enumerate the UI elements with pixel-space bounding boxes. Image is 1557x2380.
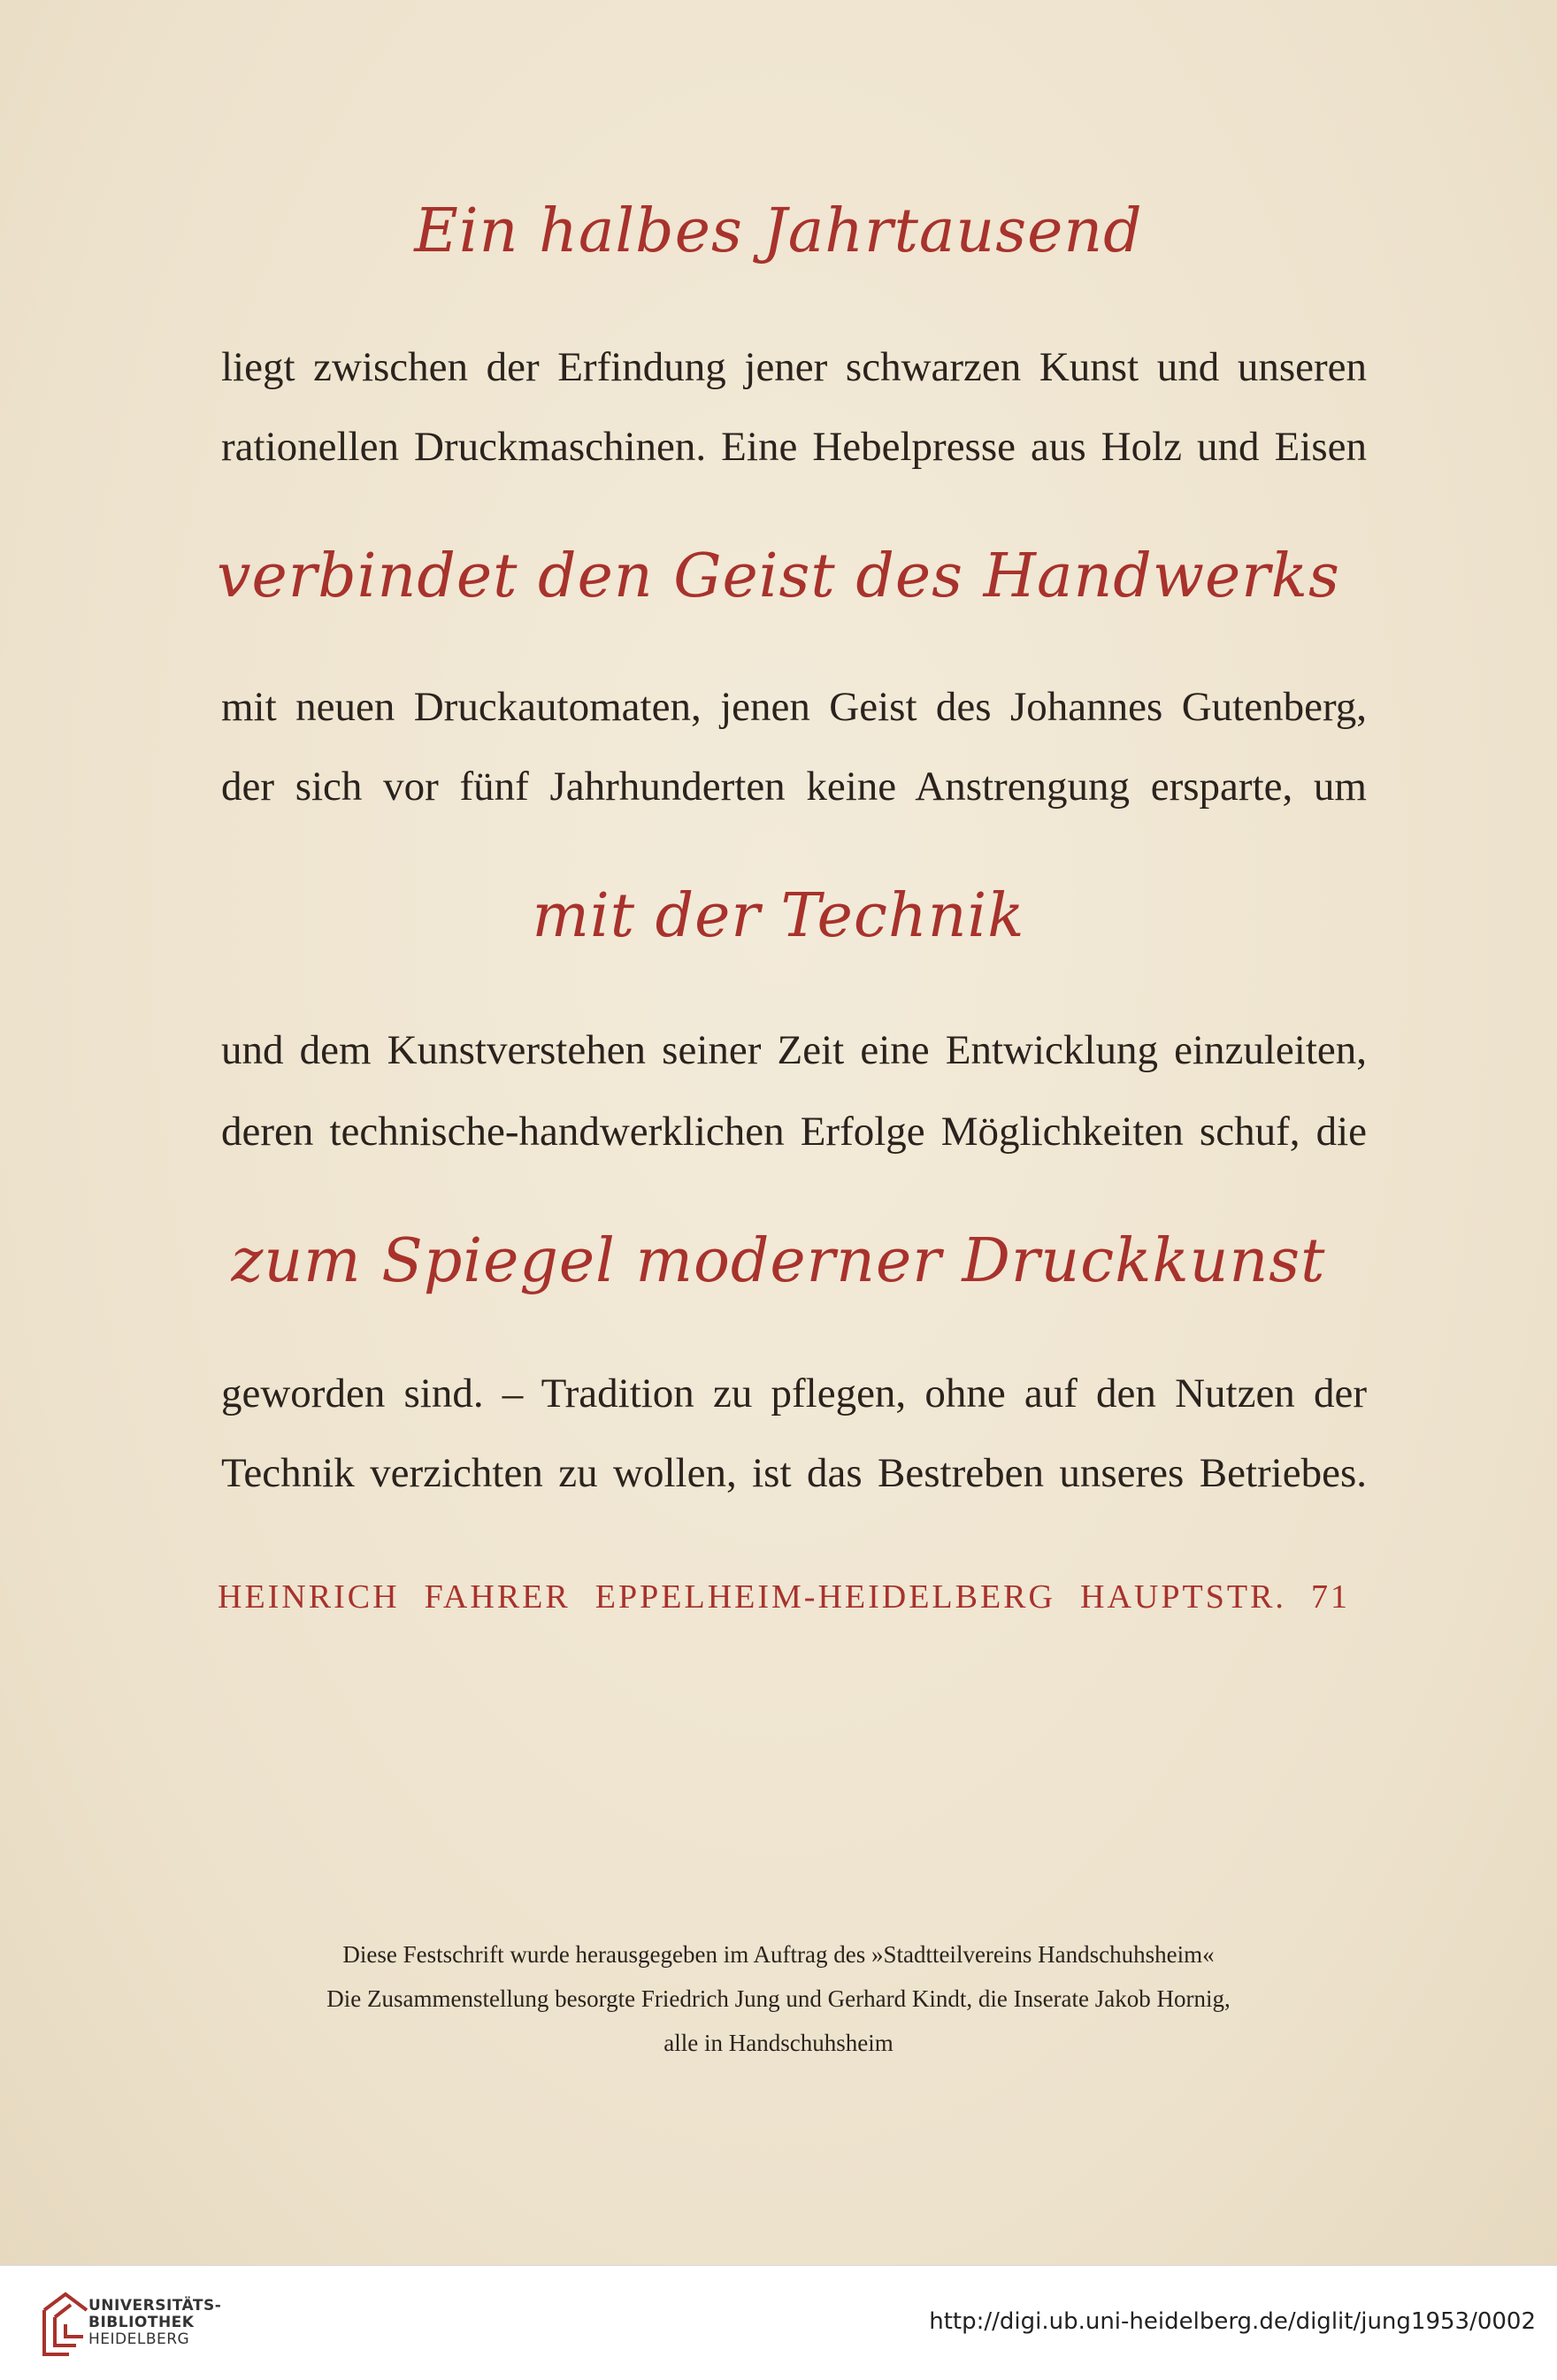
heading-1: Ein halbes Jahrtausend (414, 196, 1143, 266)
colophon-line-1: Diese Festschrift wurde herausgegeben im Auftrag des »Stadtteilvereins Handschuhsheim« (342, 1941, 1215, 1968)
library-name-line-2: BIBLIOTHEK (88, 2314, 195, 2331)
library-name-line-3: HEIDELBERG (88, 2330, 190, 2348)
heading-4: zum Spiegel moderner Druckkunst (231, 1226, 1326, 1296)
paragraph-3-line-2: deren technische-handwerklichen Erfolge Möglichkeiten schuf, die (221, 1109, 1367, 1155)
permalink-url[interactable]: http://digi.ub.uni-heidelberg.de/diglit/jung1953/0002 (929, 2308, 1536, 2335)
paragraph-4-line-1: geworden sind. – Tradition zu pflegen, ohne auf den Nutzen der (221, 1370, 1367, 1416)
library-name (88, 2298, 221, 2348)
heading-2: verbindet den Geist des Handwerks (217, 541, 1340, 611)
paragraph-3-line-1: und dem Kunstverstehen seiner Zeit eine Entwicklung einzuleiten, (221, 1027, 1367, 1073)
company-address: HEINRICH FAHRER EPPELHEIM-HEIDELBERG HAUPTSTR. 71 (218, 1578, 1350, 1616)
viewer-footer (0, 2265, 1557, 2380)
paragraph-2-line-1: mit neuen Druckautomaten, jenen Geist des Johannes Gutenberg, (221, 684, 1367, 730)
paragraph-4-line-2: Technik verzichten zu wollen, ist das Bestreben unseres Betriebes. (221, 1450, 1367, 1496)
heading-3: mit der Technik (532, 881, 1025, 951)
colophon-line-3: alle in Handschuhsheim (663, 2030, 894, 2056)
paragraph-2-line-2: der sich vor fünf Jahrhunderten keine Anstrengung ersparte, um (221, 764, 1367, 810)
colophon-line-2: Die Zusammenstellung besorgte Friedrich Jung und Gerhard Kindt, die Inserate Jakob Hornig, (326, 1985, 1231, 2012)
library-name-line-1: UNIVERSITÄTS- (88, 2297, 222, 2315)
paragraph-1-line-1: liegt zwischen der Erfindung jener schwarzen Kunst und unseren (221, 344, 1367, 390)
paragraph-1-line-2: rationellen Druckmaschinen. Eine Hebelpresse aus Holz und Eisen (221, 424, 1367, 470)
